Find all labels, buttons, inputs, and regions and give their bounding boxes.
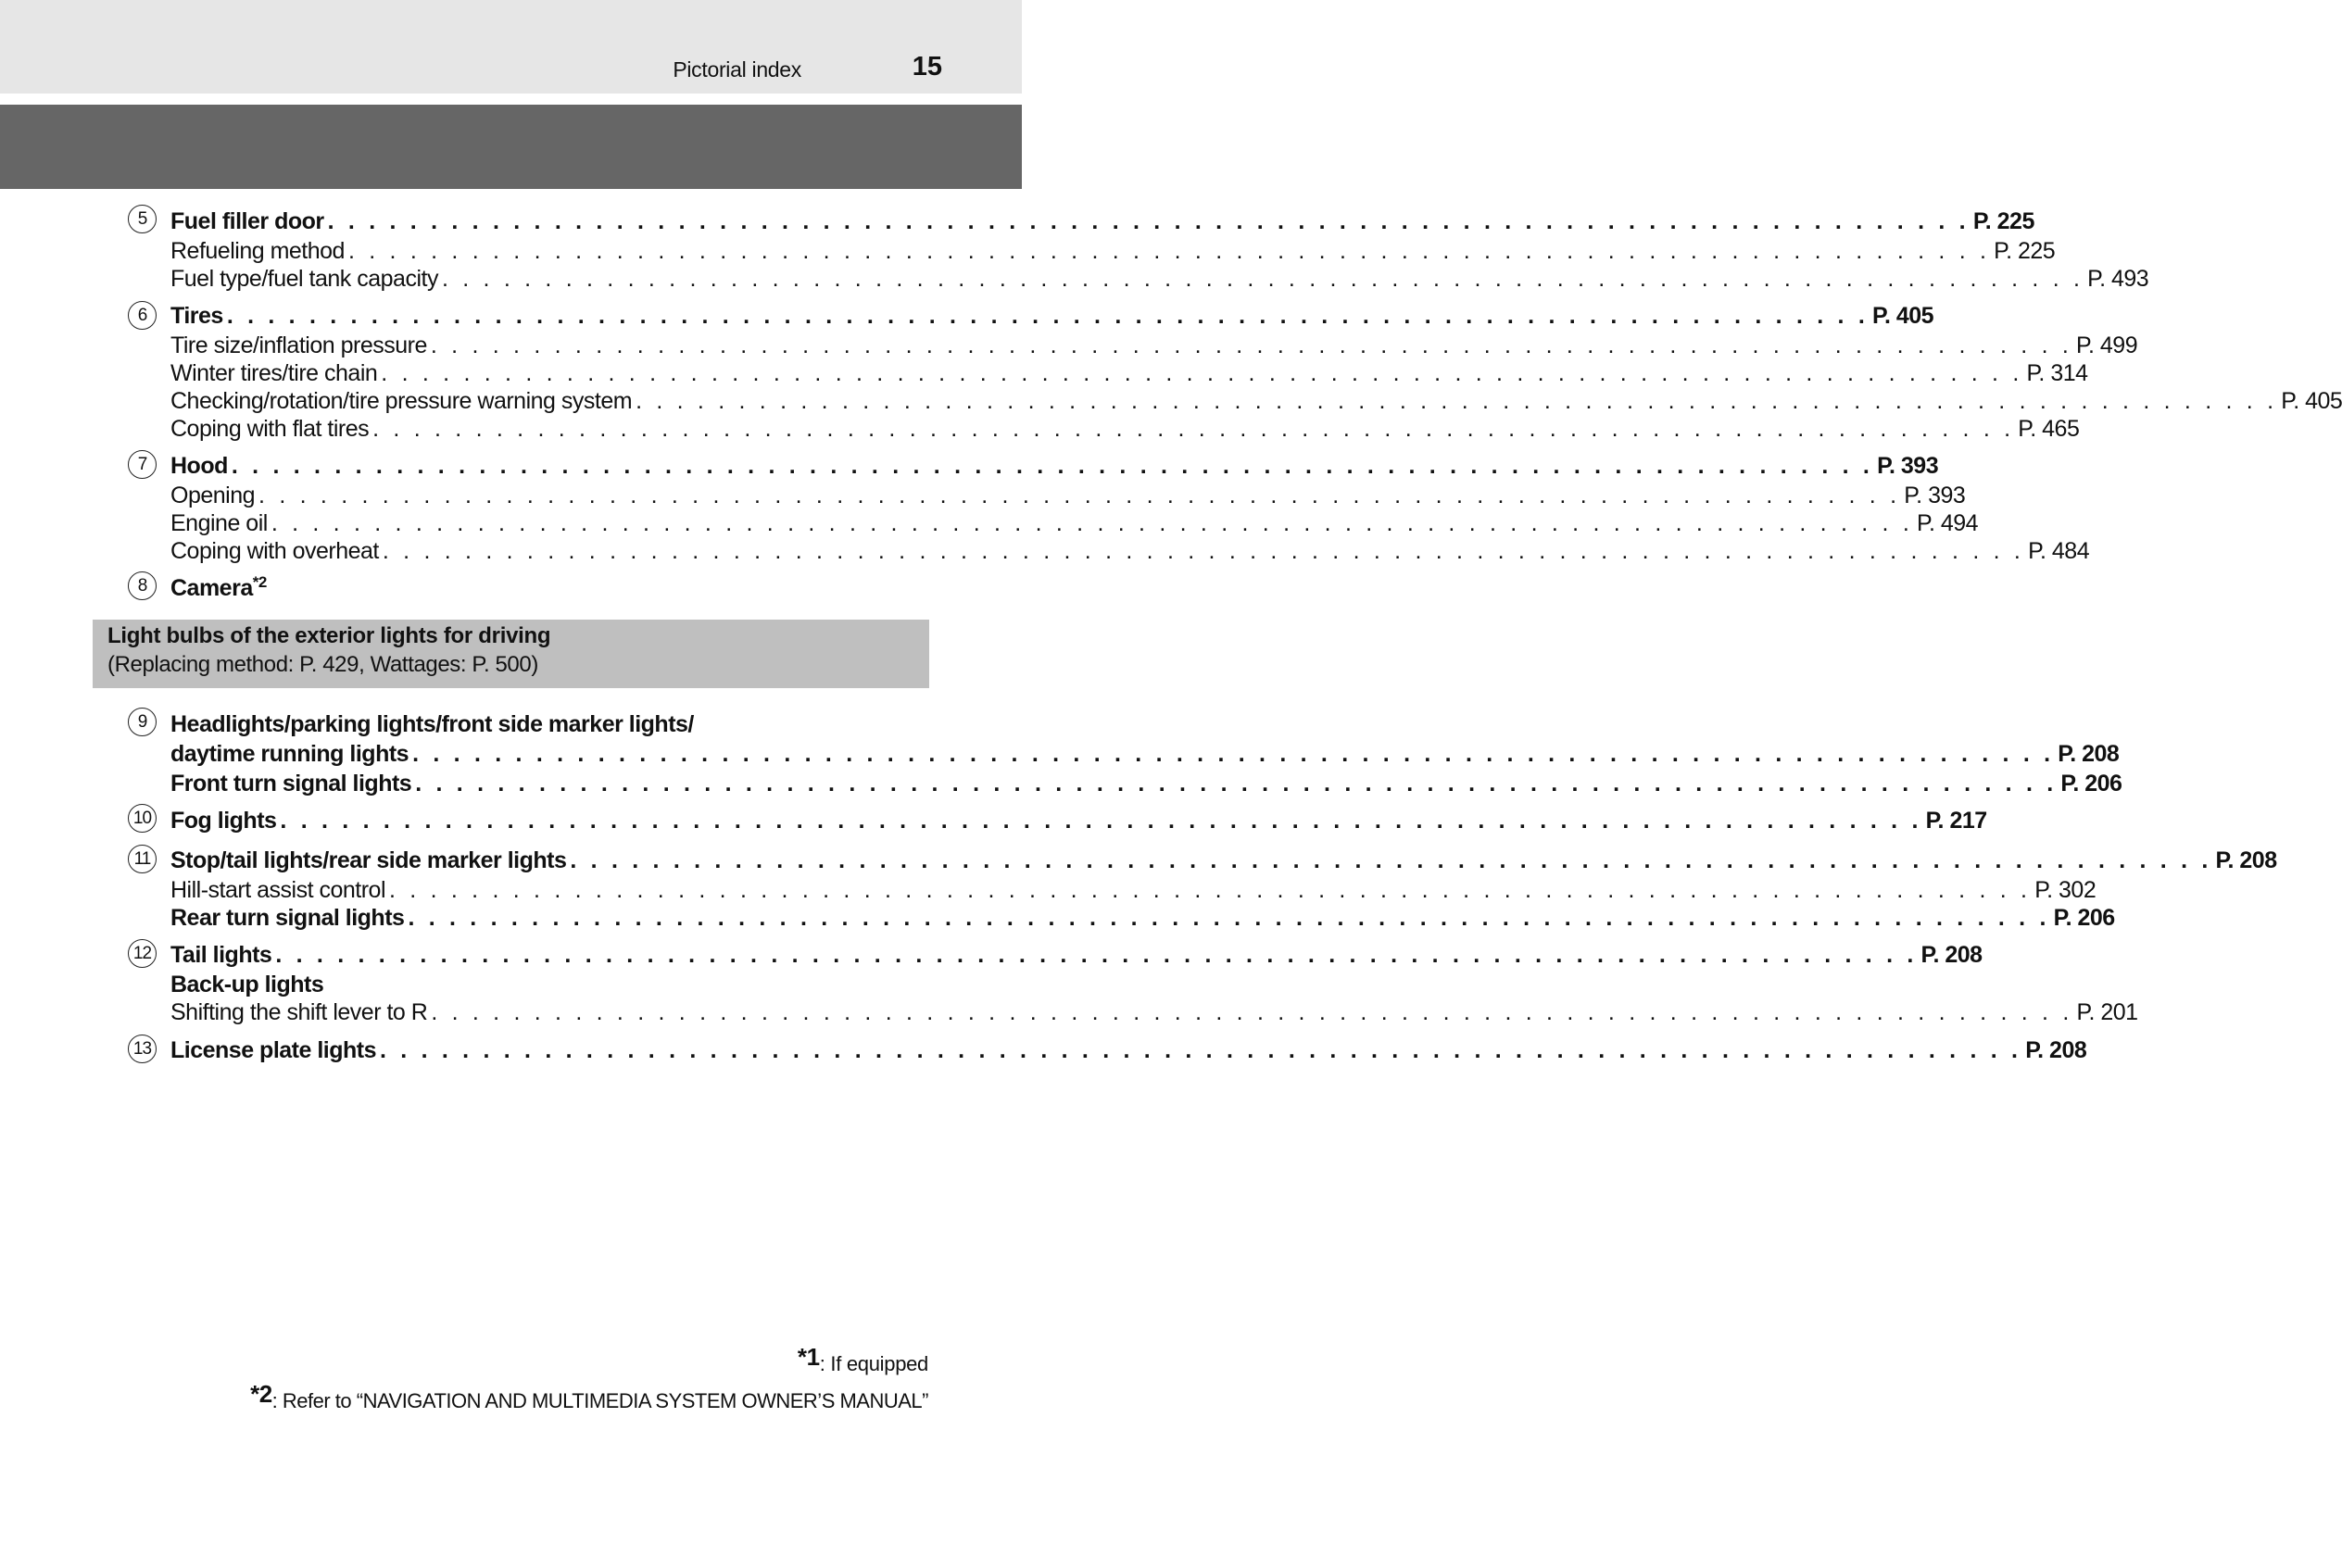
index-entry[interactable] <box>170 387 2342 415</box>
dot-leader: . . . . . . . . . . . . . . . . . . . . . . . . . . . . . . . . . . . . . . . . . . . . . . . . . . . . . . . . . . . . . . . . . . . . . . . . . . . . . . . . <box>347 238 1991 264</box>
entry-label: Front turn signal lights <box>170 771 412 797</box>
index-entry[interactable] <box>170 770 2122 797</box>
entry-page: P. 494 <box>1917 510 1979 536</box>
entry-page: P. 405 <box>1872 303 1934 329</box>
section-title: Pictorial index <box>673 57 801 82</box>
entry-label: Fuel filler door <box>170 208 324 234</box>
entry-label: Stop/tail lights/rear side marker lights <box>170 847 567 873</box>
entry-label: Refueling method <box>170 238 345 264</box>
entry-page: P. 225 <box>1972 208 2034 234</box>
index-entry[interactable] <box>170 482 1966 509</box>
dot-leader: . . . . . . . . . . . . . . . . . . . . . . . . . . . . . . . . . . . . . . . . . . . . . . . . . . . . . . . . . . . . . . . . . . . . . . . . . . . . . . . . <box>271 510 1913 536</box>
dot-leader: . . . . . . . . . . . . . . . . . . . . . . . . . . . . . . . . . . . . . . . . . . . . . . . . . . . . . . . . . . . . . . . . . . . . . . . . . . . . . . . . <box>372 416 2015 442</box>
entry-label: Shifting the shift lever to R <box>170 999 428 1025</box>
entry-page: P. 208 <box>2215 847 2277 873</box>
callout-number: 9 <box>128 708 157 736</box>
entry-label: Hill-start assist control <box>170 877 385 903</box>
dot-leader: . . . . . . . . . . . . . . . . . . . . . . . . . . . . . . . . . . . . . . . . . . . . . . . . . . . . . . . . . . . . . . . . . . . . . . . . . . . . . . . . <box>441 266 2084 292</box>
index-entry[interactable] <box>170 237 2056 265</box>
entry-label: Winter tires/tire chain <box>170 360 378 386</box>
index-entry[interactable] <box>170 574 887 602</box>
index-entry[interactable] <box>170 710 887 738</box>
entry-label <box>170 574 267 602</box>
dot-leader: . . . . . . . . . . . . . . . . . . . . . . . . . . . . . . . . . . . . . . . . . . . . . . . . . . . . . . . . . . . . . . . . . . . . . . . . . . . . . . . . <box>275 942 1918 968</box>
entry-page: P. 393 <box>1904 483 1966 508</box>
index-entry[interactable] <box>170 359 2088 387</box>
dot-leader: . . . . . . . . . . . . . . . . . . . . . . . . . . . . . . . . . . . . . . . . . . . . . . . . . . . . . . . . . . . . . . . . . . . . . . . . . . . . . . . . <box>415 771 2058 797</box>
footnote-ref: *2 <box>252 573 267 591</box>
callout-number: 13 <box>128 1035 157 1063</box>
entry-label: Tires <box>170 303 223 329</box>
dot-leader: . . . . . . . . . . . . . . . . . . . . . . . . . . . . . . . . . . . . . . . . . . . . . . . . . . . . . . . . . . . . . . . . . . . . . . . . . . . . . . . . <box>412 741 2055 767</box>
entry-label: Back-up lights <box>170 972 324 997</box>
footnote-1-text: : If equipped <box>819 1352 928 1375</box>
header-band <box>0 105 1022 189</box>
entry-page: P. 208 <box>2025 1037 2087 1063</box>
entry-label: License plate lights <box>170 1037 377 1063</box>
entry-page: P. 405 <box>2281 388 2342 414</box>
bulb-section-box <box>93 620 929 688</box>
entry-page: P. 206 <box>2053 905 2115 931</box>
entry-page: P. 499 <box>2076 332 2138 358</box>
dot-leader: . . . . . . . . . . . . . . . . . . . . . . . . . . . . . . . . . . . . . . . . . . . . . . . . . . . . . . . . . . . . . . . . . . . . . . . . . . . . . . . . <box>636 388 2278 414</box>
bulb-section-subtitle: (Replacing method: P. 429, Wattages: P. 500) <box>107 652 538 677</box>
entry-page: P. 314 <box>2026 360 2088 386</box>
dot-leader: . . . . . . . . . . . . . . . . . . . . . . . . . . . . . . . . . . . . . . . . . . . . . . . . . . . . . . . . . . . . . . . . . . . . . . . . . . . . . . . . <box>280 808 1922 834</box>
callout-number: 8 <box>128 571 157 600</box>
entry-label: Coping with overheat <box>170 538 379 564</box>
footnote-2-mark: *2 <box>250 1380 272 1408</box>
index-entry[interactable] <box>170 941 1983 969</box>
callout-number: 5 <box>128 205 157 233</box>
dot-leader: . . . . . . . . . . . . . . . . . . . . . . . . . . . . . . . . . . . . . . . . . . . . . . . . . . . . . . . . . . . . . . . . . . . . . . . . . . . . . . . . <box>570 847 2212 873</box>
dot-leader: . . . . . . . . . . . . . . . . . . . . . . . . . . . . . . . . . . . . . . . . . . . . . . . . . . . . . . . . . . . . . . . . . . . . . . . . . . . . . . . . <box>430 332 2073 358</box>
entry-label: Tire size/inflation pressure <box>170 332 427 358</box>
index-entry[interactable] <box>170 807 1987 834</box>
dot-leader: . . . . . . . . . . . . . . . . . . . . . . . . . . . . . . . . . . . . . . . . . . . . . . . . . . . . . . . . . . . . . . . . . . . . . . . . . . . . . . . . <box>327 208 1970 234</box>
page-header <box>0 0 1022 94</box>
entry-page: P. 225 <box>1994 238 2056 264</box>
entry-label: Hood <box>170 453 228 479</box>
entry-page: P. 484 <box>2028 538 2090 564</box>
dot-leader: . . . . . . . . . . . . . . . . . . . . . . . . . . . . . . . . . . . . . . . . . . . . . . . . . . . . . . . . . . . . . . . . . . . . . . . . . . . . . . . . <box>408 905 2050 931</box>
entry-label: Rear turn signal lights <box>170 905 405 931</box>
entry-page: P. 208 <box>1920 942 1983 968</box>
index-entry[interactable] <box>170 740 2120 768</box>
header-divider <box>0 94 1022 103</box>
callout-number: 6 <box>128 301 157 330</box>
dot-leader: . . . . . . . . . . . . . . . . . . . . . . . . . . . . . . . . . . . . . . . . . . . . . . . . . . . . . . . . . . . . . . . . . . . . . . . . . . . . . . . . <box>380 1037 2022 1063</box>
entry-label: Engine oil <box>170 510 268 536</box>
entry-page: P. 201 <box>2076 999 2138 1025</box>
entry-label: Tail lights <box>170 942 272 968</box>
index-entry[interactable] <box>170 302 1934 330</box>
entry-label: Coping with flat tires <box>170 416 370 442</box>
dot-leader: . . . . . . . . . . . . . . . . . . . . . . . . . . . . . . . . . . . . . . . . . . . . . . . . . . . . . . . . . . . . . . . . . . . . . . . . . . . . . . . . <box>226 303 1869 329</box>
dot-leader: . . . . . . . . . . . . . . . . . . . . . . . . . . . . . . . . . . . . . . . . . . . . . . . . . . . . . . . . . . . . . . . . . . . . . . . . . . . . . . . . <box>381 360 2023 386</box>
entry-page: P. 208 <box>2058 741 2120 767</box>
index-entry[interactable] <box>170 207 2034 235</box>
entry-page: P. 465 <box>2018 416 2080 442</box>
bulb-section-title: Light bulbs of the exterior lights for driving <box>107 623 551 648</box>
entry-label: Checking/rotation/tire pressure warning system <box>170 388 633 414</box>
dot-leader: . . . . . . . . . . . . . . . . . . . . . . . . . . . . . . . . . . . . . . . . . . . . . . . . . . . . . . . . . . . . . . . . . . . . . . . . . . . . . . . . <box>231 453 1874 479</box>
callout-number: 10 <box>128 804 157 833</box>
dot-leader: . . . . . . . . . . . . . . . . . . . . . . . . . . . . . . . . . . . . . . . . . . . . . . . . . . . . . . . . . . . . . . . . . . . . . . . . . . . . . . . . <box>389 877 2032 903</box>
index-entry[interactable] <box>170 509 1979 537</box>
footnote-1 <box>797 1343 928 1381</box>
index-entry[interactable] <box>170 998 2138 1026</box>
entry-page: P. 302 <box>2034 877 2096 903</box>
dot-leader: . . . . . . . . . . . . . . . . . . . . . . . . . . . . . . . . . . . . . . . . . . . . . . . . . . . . . . . . . . . . . . . . . . . . . . . . . . . . . . . . <box>382 538 2025 564</box>
entry-page: P. 217 <box>1925 808 1987 834</box>
dot-leader: . . . . . . . . . . . . . . . . . . . . . . . . . . . . . . . . . . . . . . . . . . . . . . . . . . . . . . . . . . . . . . . . . . . . . . . . . . . . . . . . <box>258 483 1901 508</box>
entry-page: P. 493 <box>2087 266 2149 292</box>
entry-label: daytime running lights <box>170 741 409 767</box>
dot-leader: . . . . . . . . . . . . . . . . . . . . . . . . . . . . . . . . . . . . . . . . . . . . . . . . . . . . . . . . . . . . . . . . . . . . . . . . . . . . . . . . <box>431 999 2073 1025</box>
footnote-2-text: : Refer to “NAVIGATION AND MULTIMEDIA SYSTEM OWNER’S MANUAL” <box>271 1389 928 1412</box>
index-entry[interactable] <box>170 415 2080 443</box>
page-number: 15 <box>912 52 942 82</box>
footnote-2 <box>250 1380 928 1418</box>
footnote-1-mark: *1 <box>797 1343 820 1371</box>
index-entry[interactable] <box>170 971 887 998</box>
callout-number: 11 <box>128 845 157 873</box>
callout-number: 7 <box>128 450 157 479</box>
entry-label: Fuel type/fuel tank capacity <box>170 266 438 292</box>
index-entry[interactable] <box>170 332 2138 359</box>
index-entry[interactable] <box>170 904 2115 932</box>
entry-label: Headlights/parking lights/front side marker lights/ <box>170 711 694 737</box>
entry-page: P. 393 <box>1877 453 1939 479</box>
index-entry[interactable] <box>170 265 2149 293</box>
callout-number: 12 <box>128 939 157 968</box>
index-entry[interactable] <box>170 452 1939 480</box>
entry-label: Opening <box>170 483 256 508</box>
index-entry[interactable] <box>170 1036 2087 1064</box>
index-entry[interactable] <box>170 876 2096 904</box>
entry-label: Fog lights <box>170 808 277 834</box>
index-entry[interactable] <box>170 847 2277 874</box>
entry-page: P. 206 <box>2060 771 2122 797</box>
entry-label-text: Camera <box>170 575 253 601</box>
index-entry[interactable] <box>170 537 2090 565</box>
